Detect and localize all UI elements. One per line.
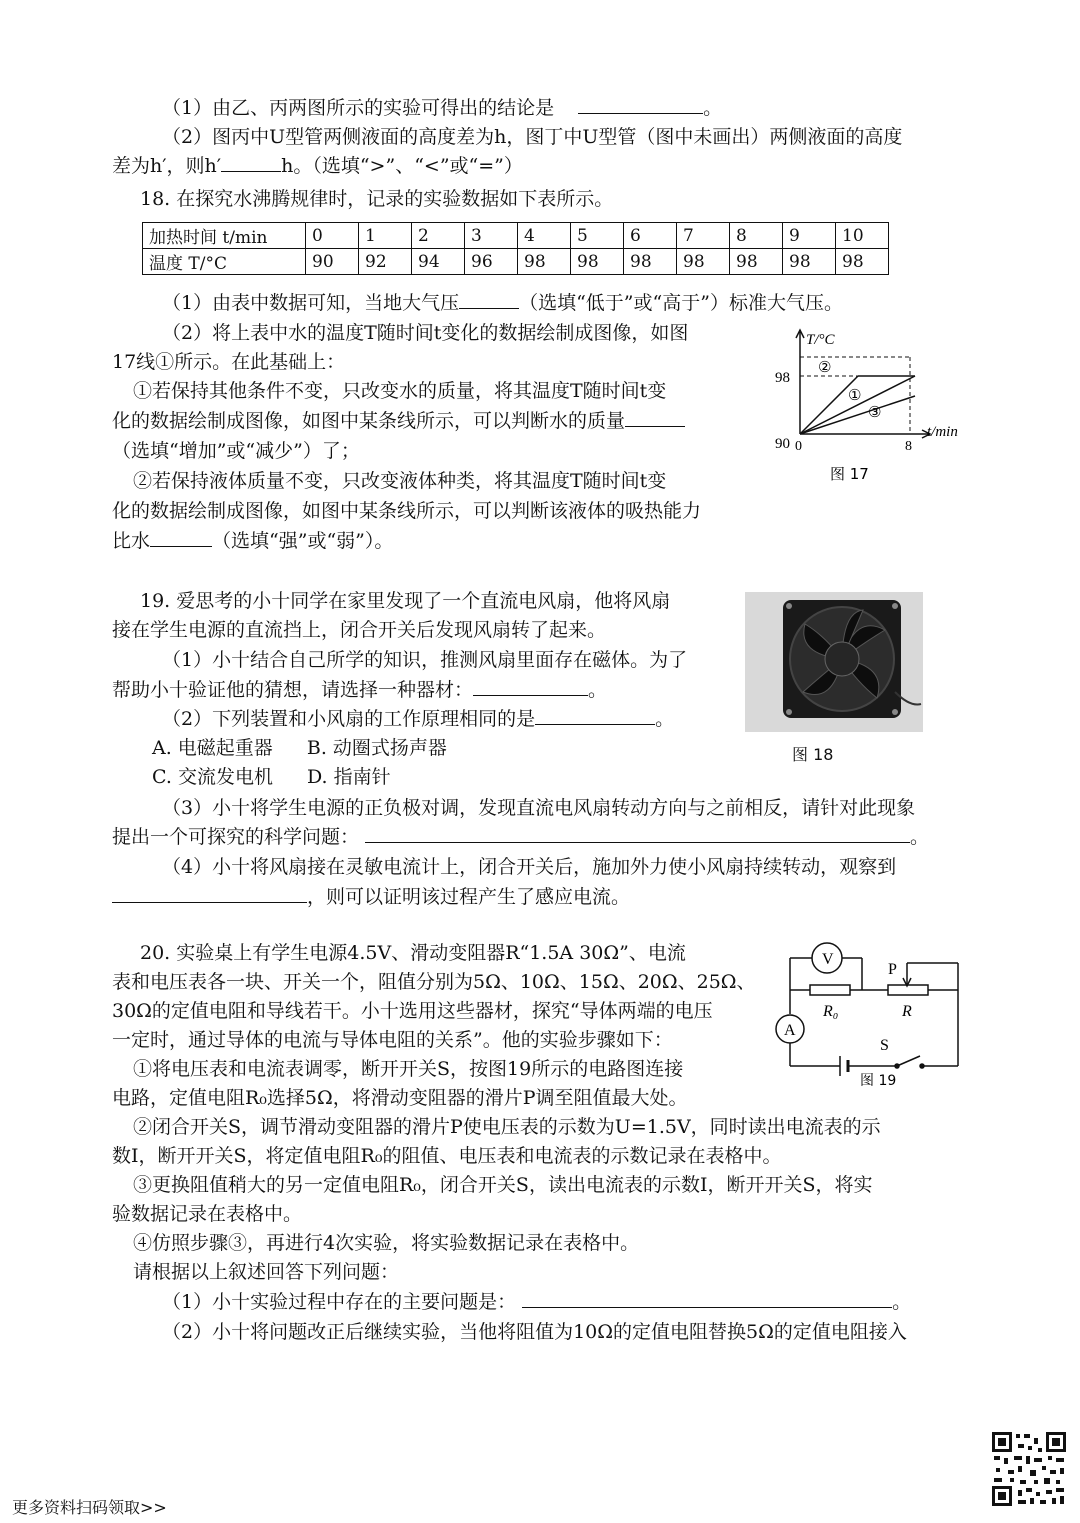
r-label: R bbox=[902, 1003, 912, 1020]
tick-8: 8 bbox=[905, 439, 912, 454]
q19-line9: ，则可以证明该过程产生了感应电流。 bbox=[112, 884, 630, 910]
r-symbol bbox=[888, 985, 928, 995]
q20-line3: 30Ω的定值电阻和导线若干。小十选用这些器材，探究“导体两端的电压 bbox=[112, 1000, 713, 1022]
q20-line12: 请根据以上叙述回答下列问题： bbox=[133, 1261, 400, 1283]
tick-90: 90 bbox=[775, 436, 790, 452]
answer-blank[interactable] bbox=[522, 1289, 892, 1308]
q18-part2: （2）将上表中水的温度T随时间t变化的数据绘制成图像，如图 bbox=[162, 322, 689, 344]
q20-line2: 表和电压表各一块、开关一个，阻值分别为5Ω、10Ω、15Ω、20Ω、25Ω、 bbox=[112, 971, 756, 993]
r0-symbol bbox=[810, 985, 850, 995]
q18-sub2c: 比水 （选填“强”或“弱”）。 bbox=[112, 530, 394, 552]
q20-line4: 一定时，通过导体的电流与导体电阻的关系”。他的实验步骤如下： bbox=[112, 1029, 673, 1051]
q20-line5: ①将电压表和电流表调零，断开开关S，按图19所示的电路图连接 bbox=[133, 1058, 684, 1080]
switch-label: S bbox=[880, 1037, 889, 1054]
x-axis-label: t/min bbox=[927, 424, 958, 440]
table-row: 温度 T/°C 90 92 94 96 98 98 98 98 98 98 98 bbox=[143, 249, 889, 275]
answer-blank[interactable] bbox=[221, 153, 281, 172]
q19-options-ab bbox=[152, 735, 447, 761]
q18-sub1b: 化的数据绘制成图像，如图中某条线所示，可以判断水的质量 bbox=[112, 408, 685, 434]
answer-blank[interactable] bbox=[365, 824, 910, 843]
ammeter-label: A bbox=[784, 1022, 796, 1039]
line-2 bbox=[800, 376, 858, 434]
tick-98: 98 bbox=[775, 370, 790, 386]
r0-label: R₀ bbox=[823, 1003, 839, 1020]
q19-line1: 19. 爱思考的小十同学在家里发现了一个直流电风扇，他将风扇 bbox=[140, 590, 671, 612]
slider-label: P bbox=[888, 961, 897, 978]
q19-line7: 提出一个可探究的科学问题： 。 bbox=[112, 826, 930, 848]
q18-sub2b: 化的数据绘制成图像，如图中某条线所示，可以判断该液体的吸热能力 bbox=[112, 500, 702, 522]
q20-line7: ②闭合开关S，调节滑动变阻器的滑片P使电压表的示数为U=1.5V，同时读出电流表的示 bbox=[133, 1116, 881, 1138]
figure-18-fan-photo bbox=[745, 592, 923, 732]
option-a[interactable]: A. 电磁起重器 bbox=[152, 737, 273, 759]
q17-line3: 差为h′，则h′ h。（选填“>”、“<”或“=”） bbox=[112, 155, 523, 177]
q18-sub2a: ②若保持液体质量不变，只改变液体种类，将其温度T随时间t变 bbox=[133, 470, 667, 492]
q17-line1: （1）由乙、丙两图所示的实验可得出的结论是 。 bbox=[162, 97, 723, 119]
q17-line2: （2）图丙中U型管两侧液面的高度差为h，图丁中U型管（图中未画出）两侧液面的高度 bbox=[162, 126, 903, 148]
q20-line9: ③更换阻值稍大的另一定值电阻R₀，闭合开关S，读出电流表的示数I，断开开关S，将实 bbox=[133, 1174, 873, 1196]
label-2: ② bbox=[818, 358, 832, 376]
q19-line6: （3）小十将学生电源的正负极对调，发现直流电风扇转动方向与之前相反，请针对此现象 bbox=[162, 797, 916, 819]
figure-caption: 图 17 bbox=[830, 465, 869, 483]
figure-19-circuit bbox=[770, 938, 970, 1086]
figure-17-graph bbox=[770, 322, 970, 487]
q19-line5: （2）下列装置和小风扇的工作原理相同的是 。 bbox=[162, 708, 675, 730]
q19-line4: 帮助小十验证他的猜想，请选择一种器材： 。 bbox=[112, 679, 608, 701]
answer-blank[interactable] bbox=[625, 408, 685, 427]
qr-code-icon[interactable] bbox=[990, 1430, 1068, 1508]
q20-line13: （1）小十实验过程中存在的主要问题是： 。 bbox=[162, 1291, 912, 1313]
q19-line3: （1）小十结合自己所学的知识，推测风扇里面存在磁体。为了 bbox=[162, 649, 688, 671]
q18-part2b: 17线①所示。在此基础上： bbox=[112, 351, 346, 373]
figure-caption: 图 19 bbox=[860, 1073, 897, 1086]
q20-line11: ④仿照步骤③，再进行4次实验，将实验数据记录在表格中。 bbox=[133, 1232, 640, 1254]
q18-intro: 18. 在探究水沸腾规律时，记录的实验数据如下表所示。 bbox=[140, 188, 614, 210]
time-label-cell: 加热时间 t/min bbox=[143, 223, 306, 249]
answer-blank[interactable] bbox=[150, 528, 212, 547]
answer-blank[interactable] bbox=[473, 677, 588, 696]
label-3: ③ bbox=[868, 403, 882, 421]
option-c[interactable]: C. 交流发电机 bbox=[152, 766, 273, 788]
q19-options-cd bbox=[152, 764, 391, 790]
tick-0: 0 bbox=[795, 439, 802, 454]
answer-blank[interactable] bbox=[578, 95, 703, 114]
q19-line8: （4）小十将风扇接在灵敏电流计上，闭合开关后，施加外力使小风扇持续转动，观察到 bbox=[162, 856, 897, 878]
switch-lever bbox=[897, 1056, 920, 1066]
temp-label-cell: 温度 T/°C bbox=[143, 249, 306, 275]
voltmeter-label: V bbox=[822, 951, 834, 968]
option-d[interactable]: D. 指南针 bbox=[307, 766, 391, 788]
data-table bbox=[142, 222, 889, 275]
q18-sub1c: （选填“增加”或“减少”）了； bbox=[112, 440, 360, 462]
q20-line8: 数I，断开开关S，将定值电阻R₀的阻值、电压表和电流表的示数记录在表格中。 bbox=[112, 1145, 782, 1167]
line-1 bbox=[800, 376, 915, 434]
q20-line10: 验数据记录在表格中。 bbox=[112, 1203, 303, 1225]
footer-link[interactable]: 更多资料扫码领取>> bbox=[12, 1498, 167, 1517]
q18-part1: （1）由表中数据可知，当地大气压 （选填“低于”或“高于”）标准大气压。 bbox=[162, 292, 843, 314]
q18-sub1a: ①若保持其他条件不变，只改变水的质量，将其温度T随时间t变 bbox=[133, 380, 667, 402]
q19-line2: 接在学生电源的直流挡上，闭合开关后发现风扇转了起来。 bbox=[112, 619, 607, 641]
figure-18-caption: 图 18 bbox=[792, 745, 834, 764]
q20-line1: 20. 实验桌上有学生电源4.5V、滑动变阻器R“1.5A 30Ω”、电流 bbox=[140, 942, 686, 964]
option-b[interactable]: B. 动圈式扬声器 bbox=[306, 737, 447, 759]
label-1: ① bbox=[848, 386, 862, 404]
answer-blank[interactable] bbox=[535, 706, 655, 725]
answer-blank[interactable] bbox=[459, 290, 519, 309]
q20-line14: （2）小十将问题改正后继续实验，当他将阻值为10Ω的定值电阻替换5Ω的定值电阻接入 bbox=[162, 1321, 907, 1343]
table-row: 加热时间 t/min 0 1 2 3 4 5 6 7 8 9 10 bbox=[143, 223, 889, 249]
q20-line6: 电路，定值电阻R₀选择5Ω，将滑动变阻器的滑片P调至阻值最大处。 bbox=[112, 1087, 688, 1109]
answer-blank[interactable] bbox=[112, 884, 307, 903]
y-axis-label: T/°C bbox=[806, 332, 835, 348]
